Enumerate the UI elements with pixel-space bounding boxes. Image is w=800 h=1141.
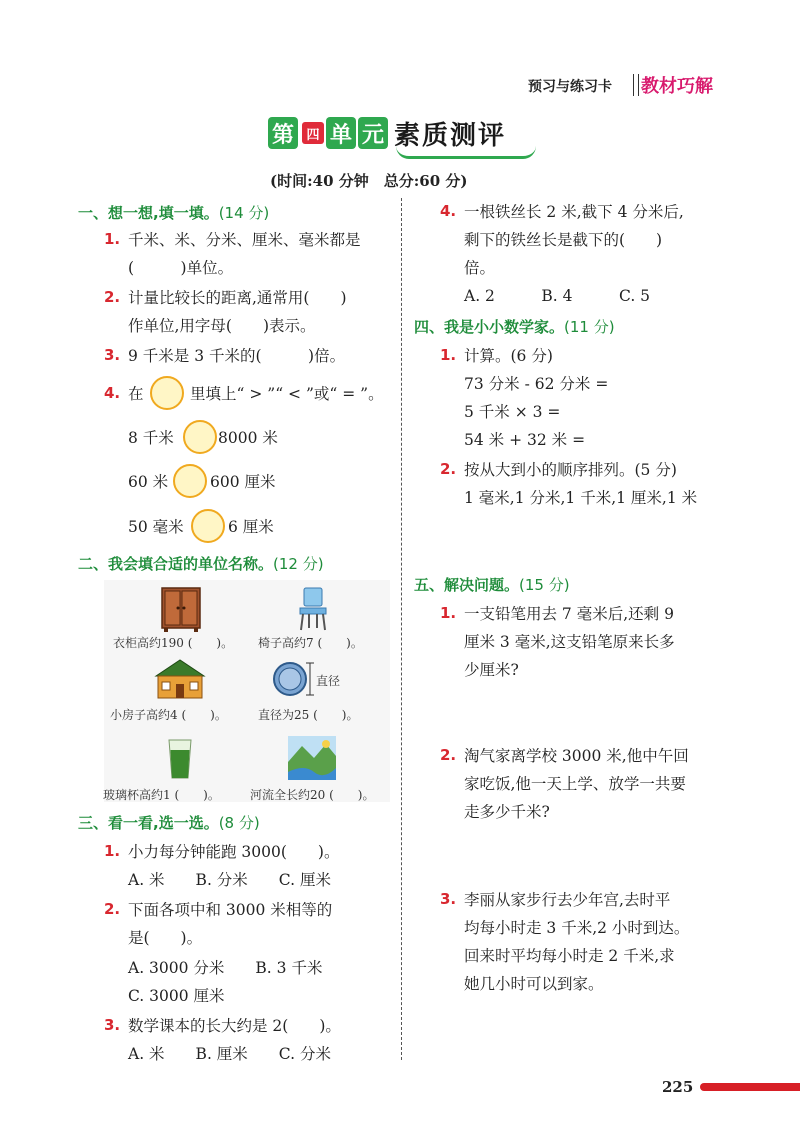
section4-title: 四、我是小小数学家。 (414, 318, 565, 336)
s3-q2-options-2: C. 3000 厘米 (128, 987, 225, 1005)
s5-q1-line1: 一支铅笔用去 7 毫米后,还剩 9 (464, 605, 674, 623)
s5-q3-line4: 她几小时可以到家。 (464, 975, 604, 993)
s5-q1-number: 1. (440, 604, 457, 622)
series-label: 预习与练习卡 (528, 79, 612, 95)
compare2-circle[interactable] (173, 464, 207, 498)
s5-q2-line1: 淘气家离学校 3000 米,他中午回 (464, 747, 689, 765)
brand-label: 教材巧解 (641, 76, 713, 97)
s5-q3-line3: 回来时平均每小时走 2 千米,求 (464, 947, 675, 965)
title-rest: 素质测评 (394, 120, 507, 151)
s1-q3-text: 9 千米是 3 千米的( )倍。 (128, 347, 346, 365)
caption-river: 河流全长约20 ( )。 (250, 788, 375, 802)
section5-heading (414, 574, 570, 595)
s1-q1-number: 1. (104, 230, 121, 248)
coin-icon (272, 660, 316, 698)
section4-points: (11 分) (564, 318, 615, 336)
compare3-circle[interactable] (191, 509, 225, 543)
s1-q2-line1: 计量比较长的距离,通常用( ) (128, 289, 347, 307)
page-number-bar (700, 1083, 800, 1091)
s3-q4-line1: 一根铁丝长 2 米,截下 4 分米后, (464, 203, 684, 221)
compare3-left: 50 毫米 (128, 518, 184, 536)
s1-q1-line1: 千米、米、分米、厘米、毫米都是 (128, 231, 361, 249)
s1-q4-number: 4. (104, 384, 121, 402)
compare1-right: 8000 米 (218, 429, 278, 447)
s3-q3-text: 数学课本的长大约是 2( )。 (128, 1017, 341, 1035)
caption-chair: 椅子高约7 ( )。 (258, 636, 363, 650)
title-char-4: 元 (358, 117, 388, 149)
title-char-2: 四 (302, 122, 324, 144)
column-divider (401, 198, 402, 1060)
section5-points: (15 分) (519, 576, 570, 594)
s4-q2-label: 按从大到小的顺序排列。(5 分) (464, 461, 677, 479)
section5-title: 五、解决问题。 (414, 576, 520, 594)
s5-q3-line1: 李丽从家步行去少年宫,去时平 (464, 891, 671, 909)
s3-q4-number: 4. (440, 202, 457, 220)
s3-q1-text: 小力每分钟能跑 3000( )。 (128, 843, 340, 861)
section3-heading (78, 812, 260, 833)
s4-q1-number: 1. (440, 346, 457, 364)
caption-wardrobe: 衣柜高约190 ( )。 (113, 636, 234, 650)
wardrobe-icon (160, 586, 202, 632)
s3-q1-options: A. 米 B. 分米 C. 厘米 (128, 871, 331, 889)
s5-q1-line2: 厘米 3 毫米,这支铅笔原来长多 (464, 633, 675, 651)
caption-coin: 直径为25 ( )。 (258, 708, 359, 722)
section1-title: 一、想一想,填一填。 (78, 204, 219, 222)
page-number: 225 (662, 1078, 694, 1096)
section2-title: 二、我会填合适的单位名称。 (78, 555, 274, 573)
s1-q1-line2: ( )单位。 (128, 259, 234, 277)
caption-glass: 玻璃杯高约1 ( )。 (103, 788, 220, 802)
chair-icon (296, 586, 330, 632)
s3-q4-line2: 剩下的铁丝长是截下的( ) (464, 231, 663, 249)
s1-q4-post: 里填上“ > ”“ < ”或“ = ”。 (190, 385, 384, 403)
s1-q3-number: 3. (104, 346, 121, 364)
title-char-1: 第 (268, 117, 298, 149)
compare2-left: 60 米 (128, 473, 169, 491)
exam-info: (时间:40 分钟 总分:60 分) (270, 172, 468, 190)
s4-q1-expr1: 73 分米 - 62 分米 = (464, 375, 609, 393)
s3-q4-options: A. 2 B. 4 C. 5 (464, 287, 651, 305)
s4-q1-expr3: 54 米 + 32 米 = (464, 431, 586, 449)
s5-q2-number: 2. (440, 746, 457, 764)
section3-title: 三、看一看,选一选。 (78, 814, 219, 832)
s3-q2-options-1: A. 3000 分米 B. 3 千米 (128, 959, 323, 977)
diameter-label: 直径 (316, 674, 341, 688)
compare3-right: 6 厘米 (228, 518, 274, 536)
section3-points: (8 分) (218, 814, 260, 832)
house-icon (150, 658, 210, 700)
section1-points: (14 分) (218, 204, 270, 222)
title-underline (396, 146, 536, 159)
s1-q2-number: 2. (104, 288, 121, 306)
section1-heading (78, 202, 269, 223)
s5-q3-line2: 均每小时走 3 千米,2 小时到达。 (464, 919, 690, 937)
picture-panel (104, 580, 390, 802)
s3-q2-number: 2. (104, 900, 121, 918)
s3-q1-number: 1. (104, 842, 121, 860)
s1-q2-line2: 作单位,用字母( )表示。 (128, 317, 316, 335)
s3-q2-line1: 下面各项中和 3000 米相等的 (128, 901, 333, 919)
s5-q1-line3: 少厘米? (464, 661, 519, 679)
title-char-3: 单 (326, 117, 356, 149)
s4-q1-label: 计算。(6 分) (464, 347, 553, 365)
header-divider (633, 74, 639, 96)
s3-q4-line3: 倍。 (464, 259, 496, 277)
answer-circle-example (150, 376, 184, 410)
caption-house: 小房子高约4 ( )。 (110, 708, 227, 722)
s4-q2-number: 2. (440, 460, 457, 478)
s3-q2-line2: 是( )。 (128, 929, 203, 947)
section4-heading (414, 316, 615, 337)
s3-q3-number: 3. (104, 1016, 121, 1034)
s5-q3-number: 3. (440, 890, 457, 908)
s3-q3-options: A. 米 B. 厘米 C. 分米 (128, 1045, 331, 1063)
section2-points: (12 分) (273, 555, 324, 573)
s5-q2-line2: 家吃饭,他一天上学、放学一共要 (464, 775, 686, 793)
compare1-circle[interactable] (183, 420, 217, 454)
glass-icon (166, 738, 194, 780)
compare2-right: 600 厘米 (210, 473, 276, 491)
s4-q2-list: 1 毫米,1 分米,1 千米,1 厘米,1 米 (464, 489, 698, 507)
compare1-left: 8 千米 (128, 429, 174, 447)
s5-q2-line3: 走多少千米? (464, 803, 550, 821)
river-icon (288, 736, 336, 780)
section2-heading (78, 553, 324, 574)
s4-q1-expr2: 5 千米 × 3 = (464, 403, 561, 421)
s1-q4-pre: 在 (128, 385, 144, 403)
